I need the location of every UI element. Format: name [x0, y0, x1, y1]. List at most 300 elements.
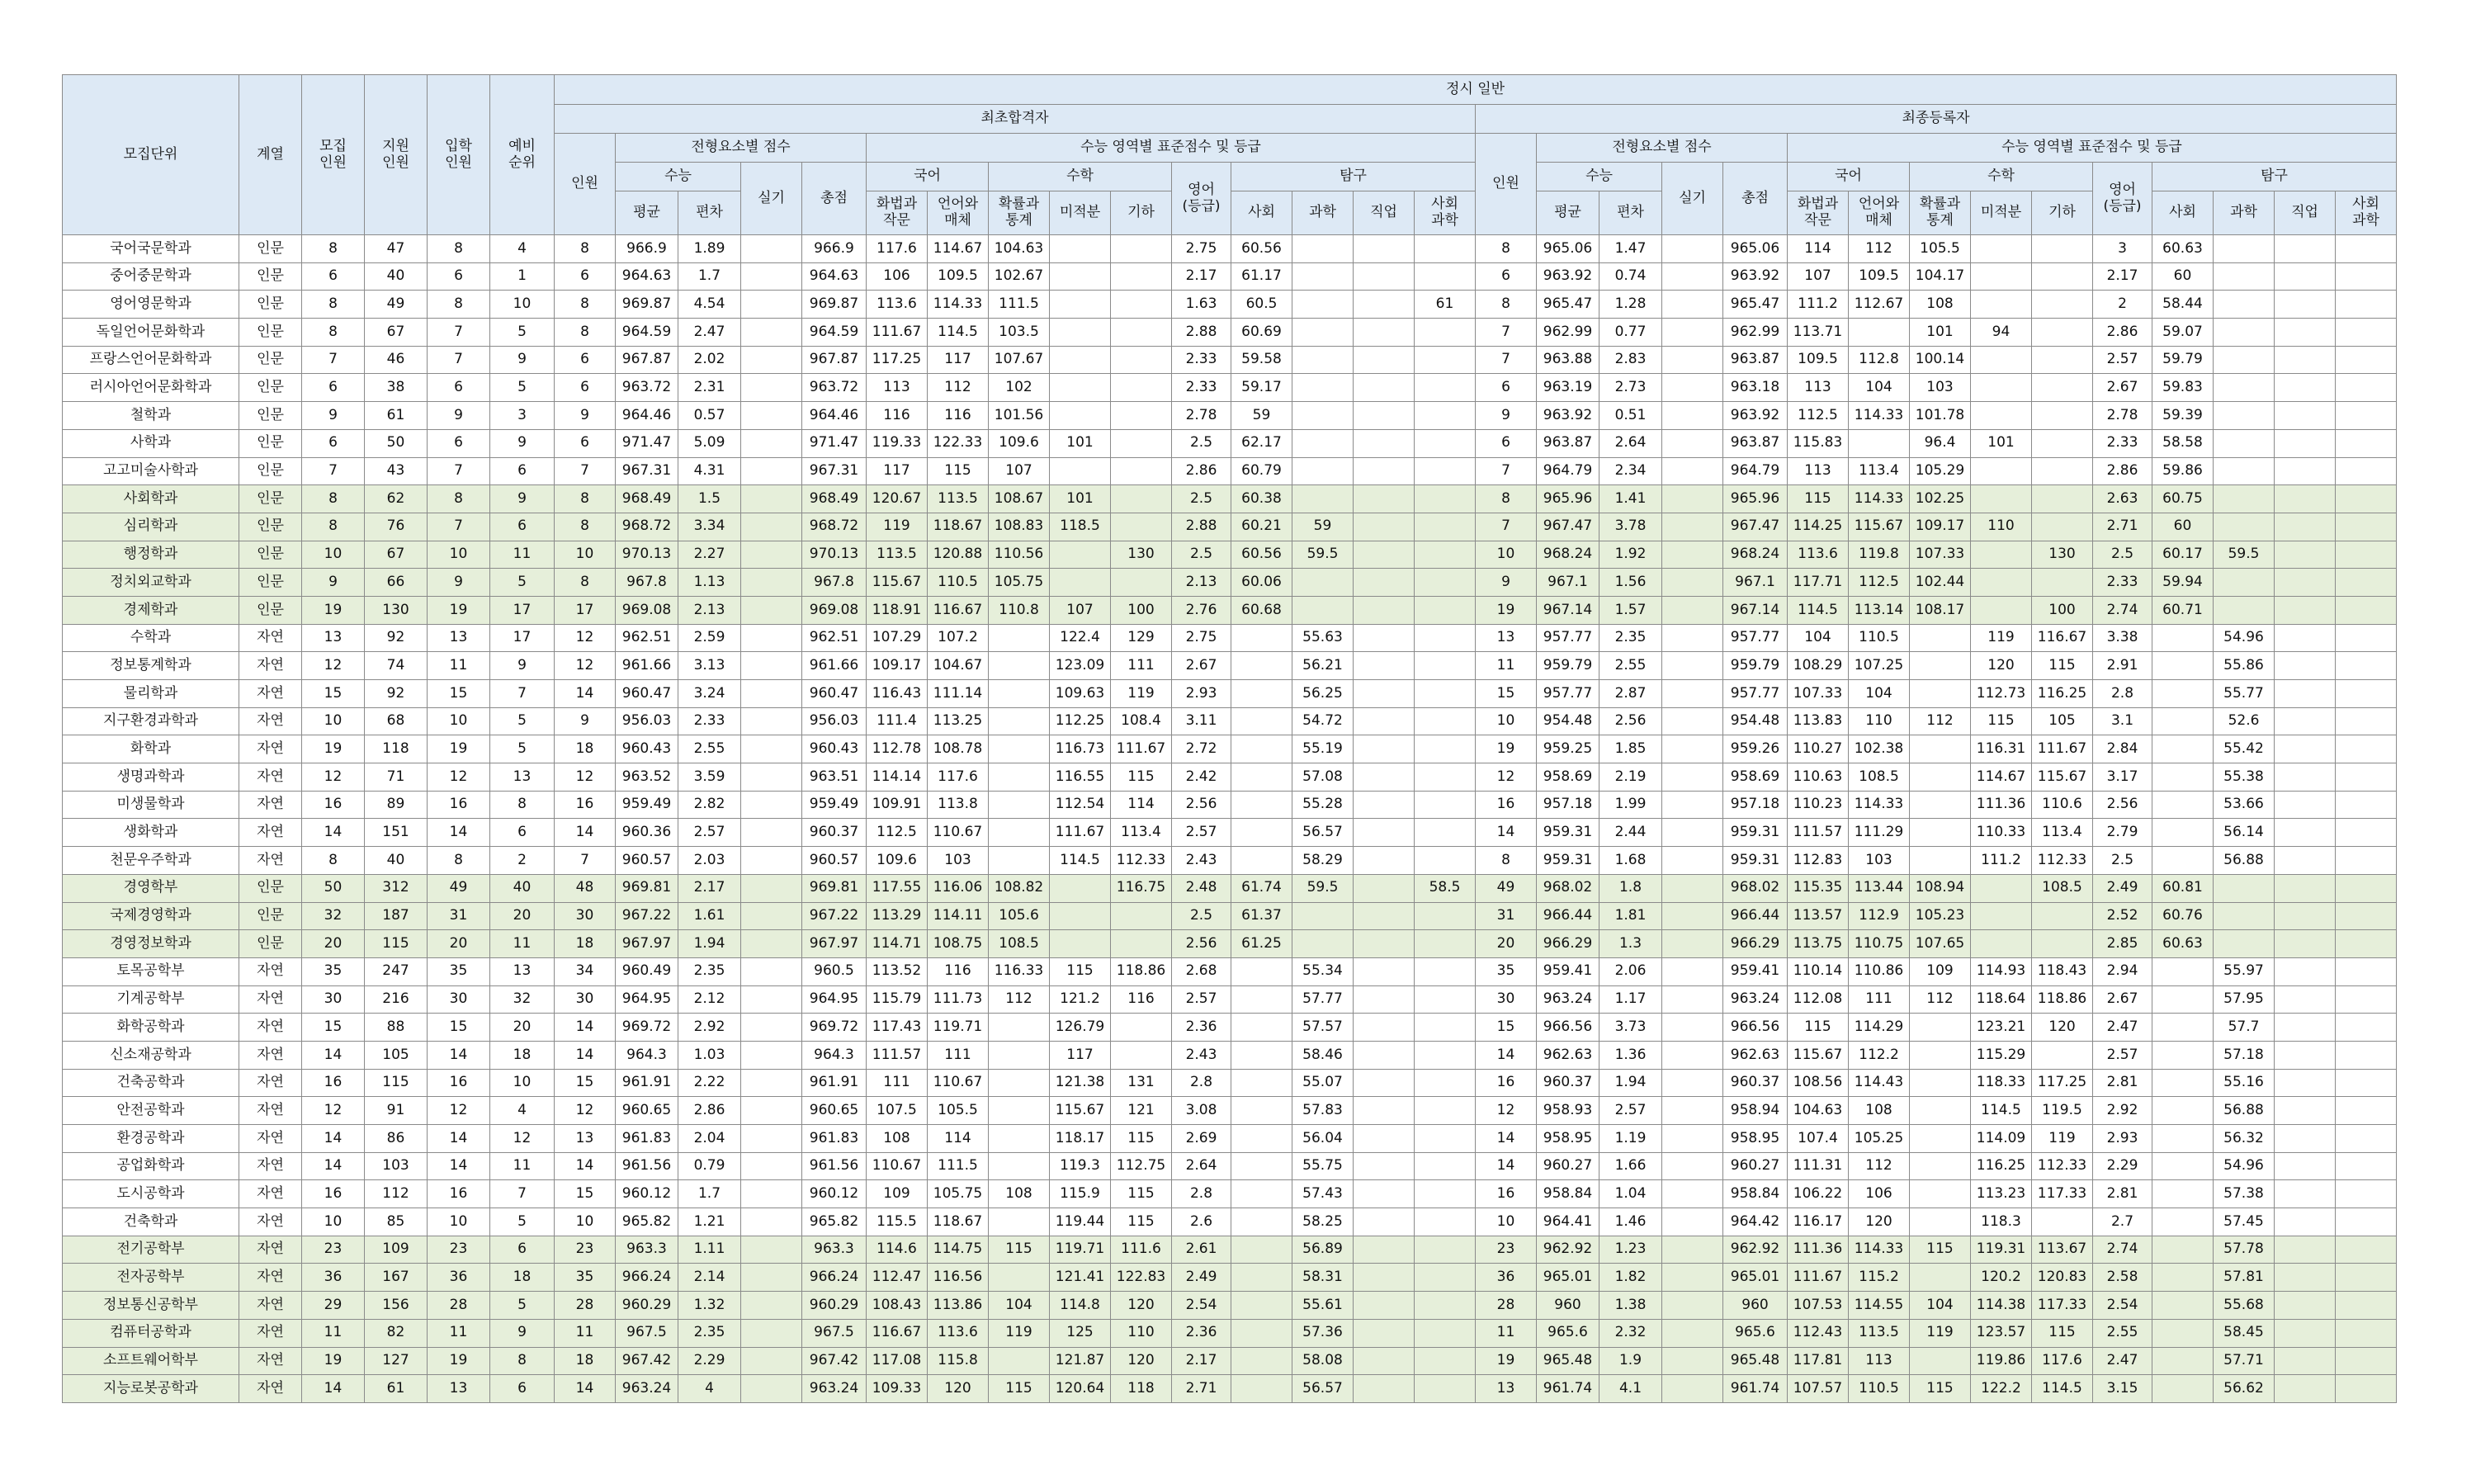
table-cell: 19	[302, 1347, 365, 1375]
table-cell: 113.44	[1849, 874, 1910, 902]
table-cell	[2336, 291, 2397, 319]
final-elem-score-header: 전형요소별 점수	[1537, 134, 1788, 163]
table-cell: 18	[490, 1041, 555, 1069]
table-cell	[1292, 291, 1354, 319]
table-cell: 967.87	[616, 346, 678, 374]
table-cell	[1662, 985, 1723, 1014]
table-cell: 113.23	[1971, 1180, 2032, 1208]
table-cell: 19	[1476, 735, 1537, 763]
table-cell	[1111, 402, 1172, 430]
table-cell	[2336, 1152, 2397, 1180]
table-cell: 62	[365, 485, 428, 513]
table-cell	[2336, 1208, 2397, 1236]
table-cell: 112.43	[1788, 1319, 1849, 1347]
table-row	[63, 1152, 2397, 1180]
table-cell: 109.91	[867, 791, 928, 819]
table-cell: 2.94	[2093, 957, 2152, 985]
table-cell: 3.15	[2093, 1375, 2152, 1403]
table-cell: 13	[428, 1375, 490, 1403]
table-cell	[2032, 1041, 2093, 1069]
table-cell: 9	[428, 569, 490, 597]
table-cell: 2.8	[2093, 680, 2152, 708]
table-cell	[1910, 819, 1971, 847]
table-cell: 13	[428, 624, 490, 652]
table-cell: 112	[1910, 985, 1971, 1014]
table-cell: 960.65	[616, 1097, 678, 1125]
table-cell: 965.48	[1537, 1347, 1599, 1375]
table-cell: 967.1	[1537, 569, 1599, 597]
table-cell: 110.63	[1788, 763, 1849, 792]
table-cell: 112	[989, 985, 1050, 1014]
table-cell: 117	[1050, 1041, 1111, 1069]
table-cell	[2032, 429, 2093, 457]
table-cell: 114.5	[928, 319, 989, 347]
row-unit-name: 컴퓨터공학과	[63, 1319, 239, 1347]
table-cell	[1111, 1041, 1172, 1069]
table-cell	[1354, 707, 1415, 735]
table-cell: 108	[989, 1180, 1050, 1208]
table-cell: 10	[1476, 707, 1537, 735]
row-unit-name: 지구환경과학과	[63, 707, 239, 735]
table-cell: 107.67	[989, 346, 1050, 374]
table-cell: 자연	[239, 1069, 302, 1097]
table-cell	[1910, 1097, 1971, 1125]
table-cell: 7	[1476, 457, 1537, 485]
table-cell: 2.88	[1172, 319, 1231, 347]
table-cell: 112.5	[867, 819, 928, 847]
table-cell: 18	[555, 735, 616, 763]
table-cell: 96.4	[1910, 429, 1971, 457]
table-cell	[1910, 1347, 1971, 1375]
table-cell	[2275, 1152, 2336, 1180]
final-inq-vocational-header: 직업	[2275, 191, 2336, 235]
table-cell: 14	[555, 1014, 616, 1042]
table-cell: 111.5	[989, 291, 1050, 319]
table-cell: 23	[555, 1236, 616, 1264]
table-cell	[1354, 1347, 1415, 1375]
table-row	[63, 1292, 2397, 1320]
table-cell	[2275, 429, 2336, 457]
table-cell: 17	[490, 596, 555, 624]
table-cell: 57.38	[2214, 1180, 2275, 1208]
table-cell: 112.33	[1111, 847, 1172, 875]
table-cell: 123.57	[1971, 1319, 2032, 1347]
table-cell: 14	[555, 1041, 616, 1069]
table-cell	[1662, 1292, 1723, 1320]
table-cell	[2275, 235, 2336, 263]
table-cell: 102.38	[1849, 735, 1910, 763]
table-cell: 자연	[239, 735, 302, 763]
table-cell: 2.57	[678, 819, 741, 847]
first-math-geom-header: 기하	[1111, 191, 1172, 235]
table-cell	[2032, 513, 2093, 541]
table-cell: 1.94	[678, 930, 741, 958]
row-unit-name: 도시공학과	[63, 1180, 239, 1208]
table-cell: 14	[302, 1041, 365, 1069]
table-cell: 113.4	[1111, 819, 1172, 847]
table-cell: 963.24	[1723, 985, 1788, 1014]
table-cell	[1231, 985, 1292, 1014]
table-cell	[1292, 235, 1354, 263]
table-cell: 115.35	[1788, 874, 1849, 902]
table-cell	[1231, 1292, 1292, 1320]
table-row	[63, 1236, 2397, 1264]
table-cell: 114.25	[1788, 513, 1849, 541]
table-cell	[2152, 652, 2214, 680]
table-cell	[2336, 319, 2397, 347]
table-cell: 112.5	[1849, 569, 1910, 597]
table-cell	[1111, 930, 1172, 958]
table-cell: 960.43	[616, 735, 678, 763]
table-cell: 967.8	[616, 569, 678, 597]
first-korean-speech-header: 화법과 작문	[867, 191, 928, 235]
table-cell	[2152, 847, 2214, 875]
table-cell: 967.47	[1723, 513, 1788, 541]
table-cell	[1662, 513, 1723, 541]
table-cell	[1354, 902, 1415, 930]
table-cell: 111.6	[1111, 1236, 1172, 1264]
table-cell: 57.77	[1292, 985, 1354, 1014]
table-cell: 960.43	[802, 735, 867, 763]
table-cell: 2.36	[1172, 1319, 1231, 1347]
table-cell: 2.19	[1599, 763, 1662, 792]
table-cell: 8	[302, 319, 365, 347]
table-cell	[1050, 569, 1111, 597]
table-cell: 1.28	[1599, 291, 1662, 319]
table-cell: 14	[302, 819, 365, 847]
table-cell	[741, 541, 802, 569]
table-cell	[2275, 262, 2336, 291]
table-cell: 59.79	[2152, 346, 2214, 374]
table-cell: 117.25	[2032, 1069, 2093, 1097]
table-cell: 55.19	[1292, 735, 1354, 763]
table-cell	[1231, 1264, 1292, 1292]
table-cell	[741, 652, 802, 680]
table-cell: 15	[302, 1014, 365, 1042]
table-cell: 111.5	[928, 1152, 989, 1180]
table-cell	[1910, 1041, 1971, 1069]
table-cell: 57.57	[1292, 1014, 1354, 1042]
table-cell	[1662, 457, 1723, 485]
table-cell: 59.17	[1231, 374, 1292, 402]
table-cell: 55.28	[1292, 791, 1354, 819]
table-cell: 2.33	[2093, 569, 2152, 597]
table-cell	[1354, 652, 1415, 680]
table-cell	[989, 763, 1050, 792]
row-unit-name: 신소재공학과	[63, 1041, 239, 1069]
table-cell: 965.6	[1537, 1319, 1599, 1347]
table-cell: 인문	[239, 930, 302, 958]
col-header-applicants: 지원 인원	[365, 75, 428, 235]
table-cell: 112	[928, 374, 989, 402]
table-cell: 14	[1476, 1152, 1537, 1180]
table-cell: 107.4	[1788, 1125, 1849, 1153]
table-cell: 960.27	[1537, 1152, 1599, 1180]
table-cell: 2	[2093, 291, 2152, 319]
table-cell: 111	[867, 1069, 928, 1097]
table-cell: 2.14	[678, 1264, 741, 1292]
table-cell: 104.63	[989, 235, 1050, 263]
table-cell	[741, 735, 802, 763]
table-cell	[1662, 319, 1723, 347]
table-cell	[2152, 1014, 2214, 1042]
table-cell: 14	[302, 1375, 365, 1403]
table-cell	[989, 1125, 1050, 1153]
table-cell: 116.06	[928, 874, 989, 902]
table-cell: 110	[1111, 1319, 1172, 1347]
table-cell: 인문	[239, 346, 302, 374]
table-cell	[1662, 374, 1723, 402]
table-cell: 107.53	[1788, 1292, 1849, 1320]
table-cell: 111.57	[867, 1041, 928, 1069]
table-cell	[2336, 513, 2397, 541]
table-cell: 62.17	[1231, 429, 1292, 457]
table-row	[63, 707, 2397, 735]
table-cell	[2275, 957, 2336, 985]
table-cell: 102.25	[1910, 485, 1971, 513]
table-cell: 110.6	[2032, 791, 2093, 819]
table-cell: 119.71	[1050, 1236, 1111, 1264]
table-cell	[2275, 1180, 2336, 1208]
table-cell: 1.56	[1599, 569, 1662, 597]
table-cell: 49	[1476, 874, 1537, 902]
table-cell	[1354, 262, 1415, 291]
table-cell: 116.73	[1050, 735, 1111, 763]
table-cell: 58.45	[2214, 1319, 2275, 1347]
table-cell: 112.67	[1849, 291, 1910, 319]
table-cell: 119.33	[867, 429, 928, 457]
table-cell: 2.33	[1172, 374, 1231, 402]
table-cell	[1415, 1236, 1476, 1264]
table-cell: 113.57	[1788, 902, 1849, 930]
table-cell: 118	[1111, 1375, 1172, 1403]
table-cell: 인문	[239, 291, 302, 319]
table-cell: 957.77	[1537, 624, 1599, 652]
table-cell: 107.5	[867, 1097, 928, 1125]
table-cell	[1111, 485, 1172, 513]
table-cell	[2336, 707, 2397, 735]
table-cell	[1354, 402, 1415, 430]
table-cell: 105.5	[928, 1097, 989, 1125]
table-cell: 1.3	[1599, 930, 1662, 958]
table-cell	[2152, 1180, 2214, 1208]
table-cell: 55.97	[2214, 957, 2275, 985]
table-cell	[2336, 429, 2397, 457]
table-cell	[741, 819, 802, 847]
table-cell: 960	[1723, 1292, 1788, 1320]
table-cell	[1415, 596, 1476, 624]
table-cell	[1050, 874, 1111, 902]
table-cell	[2336, 791, 2397, 819]
table-cell: 11	[428, 1319, 490, 1347]
table-cell	[1050, 262, 1111, 291]
table-cell	[1050, 291, 1111, 319]
table-cell	[2336, 1125, 2397, 1153]
table-cell: 114.5	[1050, 847, 1111, 875]
table-cell: 2.57	[1172, 985, 1231, 1014]
table-cell: 자연	[239, 1292, 302, 1320]
table-cell	[741, 1375, 802, 1403]
table-cell: 10	[555, 1208, 616, 1236]
table-cell: 20	[428, 930, 490, 958]
table-cell: 13	[302, 624, 365, 652]
table-cell	[989, 652, 1050, 680]
table-cell: 109.17	[867, 652, 928, 680]
first-inq-social-header: 사회	[1231, 191, 1292, 235]
table-cell	[1415, 319, 1476, 347]
table-cell: 16	[302, 1069, 365, 1097]
table-cell: 55.16	[2214, 1069, 2275, 1097]
table-cell: 964.63	[616, 262, 678, 291]
table-cell: 3.17	[2093, 763, 2152, 792]
table-cell	[741, 957, 802, 985]
table-cell: 2.54	[1172, 1292, 1231, 1320]
table-cell: 인문	[239, 569, 302, 597]
table-cell	[1662, 1319, 1723, 1347]
table-cell	[1231, 1347, 1292, 1375]
table-cell: 111.67	[867, 319, 928, 347]
table-cell: 961.66	[802, 652, 867, 680]
table-cell	[2275, 819, 2336, 847]
table-row	[63, 819, 2397, 847]
col-header-admitted: 입학 인원	[428, 75, 490, 235]
table-cell: 2.78	[1172, 402, 1231, 430]
table-cell	[1354, 513, 1415, 541]
table-cell	[2336, 346, 2397, 374]
row-unit-name: 생화학과	[63, 819, 239, 847]
table-cell	[1354, 624, 1415, 652]
first-practical-header: 실기	[741, 163, 802, 235]
table-cell: 58.29	[1292, 847, 1354, 875]
table-cell: 110.56	[989, 541, 1050, 569]
table-cell: 111	[1111, 652, 1172, 680]
table-cell: 115.67	[1849, 513, 1910, 541]
table-cell: 14	[555, 680, 616, 708]
table-cell: 126.79	[1050, 1014, 1111, 1042]
table-cell	[741, 930, 802, 958]
table-row	[63, 1180, 2397, 1208]
table-row	[63, 1264, 2397, 1292]
table-cell	[1231, 847, 1292, 875]
first-inq-science-header: 과학	[1292, 191, 1354, 235]
table-cell: 12	[302, 652, 365, 680]
table-cell	[1231, 1097, 1292, 1125]
table-cell	[2032, 569, 2093, 597]
table-cell: 2.55	[2093, 1319, 2152, 1347]
table-cell	[741, 1014, 802, 1042]
table-cell: 119.71	[928, 1014, 989, 1042]
table-cell: 19	[428, 1347, 490, 1375]
table-cell: 59.39	[2152, 402, 2214, 430]
table-cell: 112	[1849, 235, 1910, 263]
table-cell: 962.99	[1723, 319, 1788, 347]
table-cell: 57.95	[2214, 985, 2275, 1014]
table-cell: 9	[490, 346, 555, 374]
table-cell	[741, 874, 802, 902]
table-cell: 0.57	[678, 402, 741, 430]
table-cell: 957.18	[1537, 791, 1599, 819]
table-cell: 962.63	[1723, 1041, 1788, 1069]
table-cell: 52.6	[2214, 707, 2275, 735]
table-row	[63, 262, 2397, 291]
table-row	[63, 763, 2397, 792]
table-cell: 967.42	[616, 1347, 678, 1375]
final-suneung-header: 수능	[1537, 163, 1662, 191]
table-cell	[1662, 1069, 1723, 1097]
table-cell: 28	[428, 1292, 490, 1320]
table-cell	[1292, 402, 1354, 430]
table-cell	[2214, 346, 2275, 374]
table-cell: 968.49	[802, 485, 867, 513]
final-count-header: 인원	[1476, 134, 1537, 235]
table-cell: 108	[1910, 291, 1971, 319]
table-cell	[2336, 930, 2397, 958]
final-dev-header: 편차	[1599, 191, 1662, 235]
table-cell: 59.58	[1231, 346, 1292, 374]
table-cell: 2.67	[2093, 985, 2152, 1014]
table-cell	[1415, 624, 1476, 652]
table-cell: 111	[928, 1041, 989, 1069]
table-cell: 103.5	[989, 319, 1050, 347]
table-cell: 2.17	[2093, 262, 2152, 291]
table-cell	[2336, 1264, 2397, 1292]
table-cell: 312	[365, 874, 428, 902]
table-cell: 43	[365, 457, 428, 485]
table-cell: 970.13	[802, 541, 867, 569]
table-cell: 2.47	[2093, 1347, 2152, 1375]
table-cell: 2.5	[1172, 541, 1231, 569]
table-cell: 111.2	[1971, 847, 2032, 875]
table-cell: 2.67	[2093, 374, 2152, 402]
table-cell: 2	[490, 847, 555, 875]
table-cell: 112.78	[867, 735, 928, 763]
first-korean-language-header: 언어와 매체	[928, 191, 989, 235]
table-cell: 2.61	[1172, 1236, 1231, 1264]
table-cell: 127	[365, 1347, 428, 1375]
table-cell: 3.1	[2093, 707, 2152, 735]
table-cell: 91	[365, 1097, 428, 1125]
table-cell: 2.58	[2093, 1264, 2152, 1292]
table-cell	[2152, 1264, 2214, 1292]
table-cell: 55.86	[2214, 652, 2275, 680]
table-cell: 29	[302, 1292, 365, 1320]
table-cell: 4	[678, 1375, 741, 1403]
table-cell: 118.17	[1050, 1125, 1111, 1153]
table-cell: 123.09	[1050, 652, 1111, 680]
table-cell: 1.81	[1599, 902, 1662, 930]
table-cell: 113.6	[928, 1319, 989, 1347]
table-cell: 114.09	[1971, 1125, 2032, 1153]
table-cell: 115	[1971, 707, 2032, 735]
table-cell: 120.67	[867, 485, 928, 513]
table-cell: 967.47	[1537, 513, 1599, 541]
table-cell	[989, 680, 1050, 708]
col-header-recruit: 모집 인원	[302, 75, 365, 235]
table-cell: 118.3	[1971, 1208, 2032, 1236]
table-cell: 12	[555, 652, 616, 680]
table-cell	[1050, 402, 1111, 430]
table-cell: 113.29	[867, 902, 928, 930]
table-cell: 2.59	[678, 624, 741, 652]
table-cell: 2.06	[1599, 957, 1662, 985]
table-cell: 119.44	[1050, 1208, 1111, 1236]
table-cell: 2.79	[2093, 819, 2152, 847]
table-cell: 120	[1111, 1347, 1172, 1375]
table-cell: 109.17	[1910, 513, 1971, 541]
table-cell: 110.67	[867, 1152, 928, 1180]
table-cell	[2336, 374, 2397, 402]
table-cell	[1910, 1152, 1971, 1180]
